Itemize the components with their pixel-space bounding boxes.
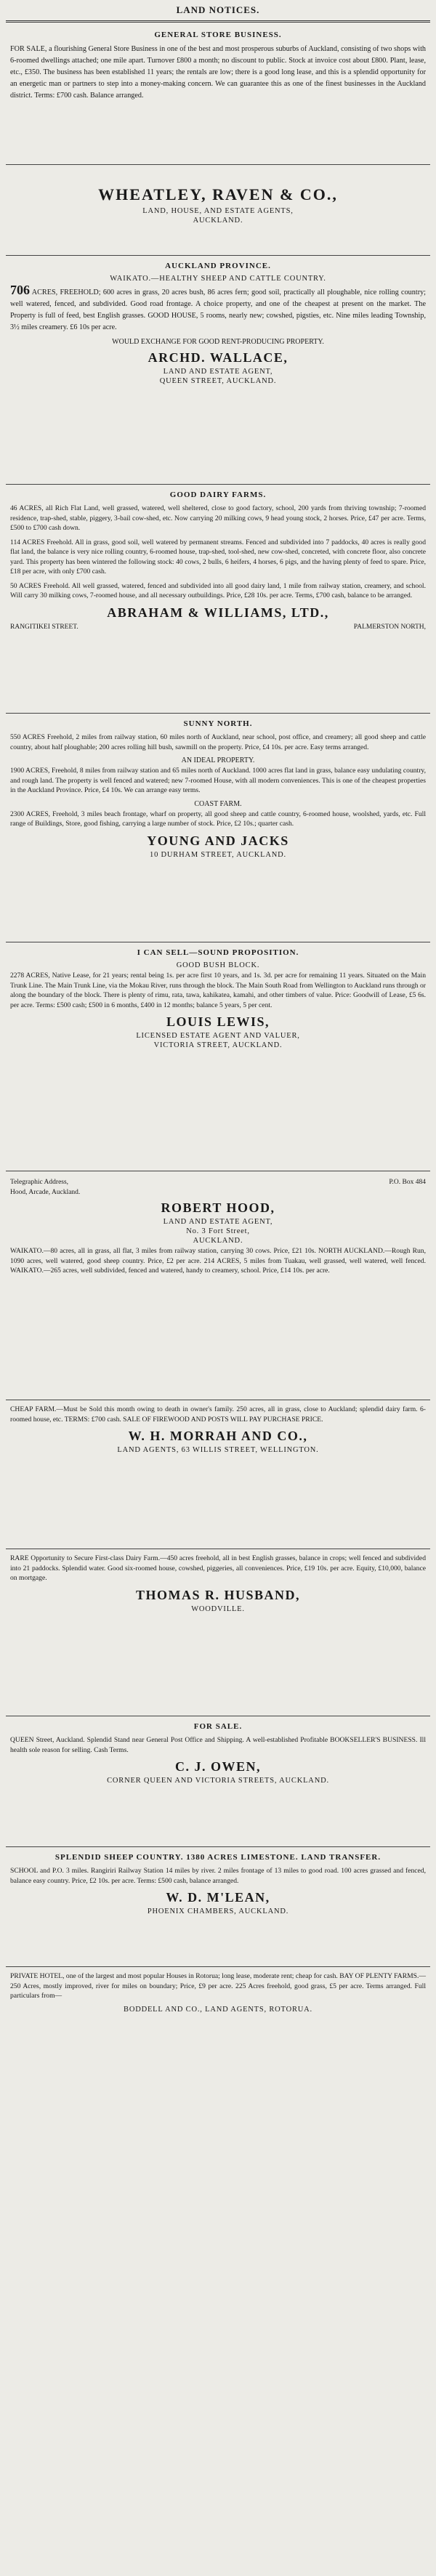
hood-line2: No. 3 Fort Street, xyxy=(186,1227,250,1235)
wheatley-line2: AUCKLAND. xyxy=(193,217,243,225)
owen-text: QUEEN Street, Auckland. Splendid Stand near General Post Office and Shipping. A well-established Profitable BOOKSELLER'S BUSINESS. Ill health sole reason for selling. Cash Terms. xyxy=(10,1736,426,1754)
wheatley-name: WHEATLEY, RAVEN & CO., xyxy=(98,185,338,203)
page-header: LAND NOTICES. xyxy=(176,4,260,15)
abraham-town: PALMERSTON NORTH, xyxy=(353,623,426,631)
boddell-name: BODDELL AND CO., LAND AGENTS, ROTORUA. xyxy=(124,2005,312,2014)
hood-tele: Telegraphic Address, xyxy=(10,1179,69,1186)
dairy-text-1: 46 ACRES, all Rich Flat Land, well grassed, watered, well sheltered, close to good factory, school, 200 yards from thriving township; 7-roomed residence, trap-shed, stable, piggery, 3-bail cow-shed, etc. Now carrying 20 milking cows, 9 head young stock, 2 horses. Price, £47 per acre. Terms, £500 to £700 cash down. xyxy=(10,504,426,532)
wallace-line1: LAND AND ESTATE AGENT, xyxy=(163,368,273,376)
private-text: PRIVATE HOTEL, one of the largest and most popular Houses in Rotorua; long lease, moderate rent; cheap for cash. BAY OF PLENTY FARMS.—250 Acres, mostly improved, river for miles on boundary; Price, £9 per acre. 225 Acres freehold, good grass, £5 per acre. Terms arranged. Full particulars from— xyxy=(10,1972,426,2000)
header-rule xyxy=(6,20,430,23)
mlean-heading: SPLENDID SHEEP COUNTRY. 1380 ACRES LIMESTONE. LAND TRANSFER. xyxy=(54,1853,382,1862)
sunny-heading: SUNNY NORTH. xyxy=(183,719,253,728)
hood-line3: AUCKLAND. xyxy=(193,1237,243,1245)
mlean-address: PHOENIX CHAMBERS, AUCKLAND. xyxy=(147,1907,289,1915)
dairy-ad xyxy=(6,485,430,714)
husband-ad xyxy=(6,1549,430,1716)
general-store-ad xyxy=(6,25,430,165)
owen-heading: FOR SALE. xyxy=(193,1722,243,1731)
sunny-ideal: AN IDEAL PROPERTY. xyxy=(181,756,255,764)
wallace-line2: QUEEN STREET, AUCKLAND. xyxy=(159,377,277,385)
abraham-name: ABRAHAM & WILLIAMS, LTD., xyxy=(107,605,329,620)
province-lead: 706 xyxy=(10,283,30,297)
mlean-name: W. D. M'LEAN, xyxy=(166,1890,270,1905)
sunny-north-ad xyxy=(6,714,430,942)
wheatley-line1: LAND, HOUSE, AND ESTATE AGENTS, xyxy=(142,207,294,215)
wheatley-ad xyxy=(6,165,430,256)
general-store-heading: GENERAL STORE BUSINESS. xyxy=(154,31,282,39)
sunny-text-3: 2300 ACRES, Freehold, 3 miles beach frontage, wharf on property, all good sheep and cattle country, 6-roomed house, woolshed, yards, etc. Full range of Buildings, Store, good fishing, carrying a large number of stock. Price, £2 10s.; quarter cash. xyxy=(10,809,426,828)
private-hotel-ad xyxy=(6,1967,430,2072)
husband-name: THOMAS R. HUSBAND, xyxy=(135,1587,301,1602)
cheap-text: CHEAP FARM.—Must be Sold this month owing to death in owner's family. 250 acres, all in grass, close to Auckland; splendid dairy farm. 6-roomed house, etc. TERMS: £700 cash. SALE OF FIREWOOD AND POSTS WILL PAY PURCHASE PRICE. xyxy=(10,1405,426,1424)
bush-block-ad xyxy=(6,942,430,1171)
land-notices-page xyxy=(6,0,430,2072)
bush-text: 2278 ACRES, Native Lease, for 21 years; rental being 1s. per acre first 10 years, and 1s. 3d. per acre for remaining 11 years. Situated on the Main Trunk Line. The Main Trunk Line, via the Mokau River, runs through the block. The Main South Road from Wellington to Auckland runs through or along the boundary of the block. There is plenty of rimu, rata, tawa, kahikatea, kamahi, and other timbers of value. Price: Goodwill of Lease, £5 6s. per acre. Terms: £500 cash; £500 in 6 months, £400 in 12 months; balance 5 years, 5 per cent. xyxy=(10,972,426,1009)
province-heading: AUCKLAND PROVINCE. xyxy=(165,262,271,270)
morrah-address: LAND AGENTS, 63 WILLIS STREET, WELLINGTON. xyxy=(117,1446,319,1454)
louis-lewis-line1: LICENSED ESTATE AGENT AND VALUER, xyxy=(136,1032,300,1040)
dairy-text-2: 114 ACRES Freehold. All in grass, good soil, well watered by permanent streams. Fenced and subdivided into 7 paddocks, 40 acres is really good flat land, the balance is very nice rolling country, 6-roomed house, trap-shed, tool-shed, new cow-shed, concreted, with concrete floor, also concrete yard. This property has been wintered the following stock: 40 cows, 2 bulls, 6 heifers, 4 horses, 6 pigs, and the having plenty of feed to spare. Price, £18 per acre, with only £700 cash. xyxy=(10,538,426,576)
sunny-coast: COAST FARM. xyxy=(194,799,242,808)
province-ad xyxy=(6,256,430,485)
young-jacks-address: 10 DURHAM STREET, AUCKLAND. xyxy=(150,850,286,859)
morrah-name: W. H. MORRAH AND CO., xyxy=(128,1429,308,1443)
sunny-text-2: 1900 ACRES, Freehold, 8 miles from railway station and 65 miles north of Auckland. 1000 acres flat land in grass, balance easy undulating country, and rough land. The property is well fenced and watered; new 7-roomed House, with all modern conveniences. This is one of the cheapest properties in the Auckland Province. Price, £4 10s. We can arrange easy terms. xyxy=(10,767,426,794)
general-store-text: FOR SALE, a flourishing General Store Business in one of the best and most prosperous suburbs of Auckland, consisting of two shops with 6-roomed dwellings attached; one mile apart. Turnover £800 a month; no discount to public. Stock at invoice cost about £800. Plant, lease, etc., £350. The business has been established 11 years; the rentals are low; there is a good long lease, and this is a splendid opportunity for an energetic man or partners to step into a money-making concern. We can guarantee this as one of the finest businesses in the Auckland district. Terms: £700 cash. Balance arranged. xyxy=(10,45,426,100)
husband-text: RARE Opportunity to Secure First-class Dairy Farm.—450 acres freehold, all in best English grasses, balance in crops; well fenced and subdivided into 21 paddocks. Splendid water. Good six-roomed house, cowshed, piggeries, all conveniences. Price, £19 10s. per acre. Equity, £10,000, balance on mortgage. xyxy=(10,1554,426,1582)
province-subheading: WAIKATO.—HEALTHY SHEEP AND CATTLE COUNTRY. xyxy=(110,275,326,283)
abraham-street: RANGITIKEI STREET. xyxy=(10,623,78,631)
province-exchange: WOULD EXCHANGE FOR GOOD RENT-PRODUCING PROPERTY. xyxy=(112,338,324,346)
hood-address: Hood, Arcade, Auckland. xyxy=(10,1189,81,1196)
owen-name: C. J. OWEN, xyxy=(174,1759,261,1774)
mlean-text: SCHOOL and P.O. 3 miles. Rangiriri Railway Station 14 miles by river. 2 miles frontage of 13 miles to good road. 100 acres grassed and fenced, balance easy country. Price, £2 10s. per acre. Terms: £500 cash, balance arranged. xyxy=(10,1867,426,1885)
dairy-heading: GOOD DAIRY FARMS. xyxy=(169,490,267,499)
hood-box: P.O. Box 484 xyxy=(389,1179,426,1186)
bush-subheading: GOOD BUSH BLOCK. xyxy=(176,961,260,969)
young-jacks-name: YOUNG AND JACKS xyxy=(147,833,289,848)
dairy-text-3: 50 ACRES Freehold. All well grassed, watered, fenced and subdivided into all good dairy land, 1 mile from railway station, creamery, and school. Will carry 30 milking cows, 7-roomed house, and all necessary outbuildings. Price, £28 10s. per acre. Terms, £700 cash, balance to be arranged. xyxy=(10,581,426,599)
hood-text: WAIKATO.—80 acres, all in grass, all flat, 3 miles from railway station, carrying 30 cows. Price, £21 10s. NORTH AUCKLAND.—Rough Run, 1090 acres, well watered, good sheep country. Price, £2 per acre. 214 ACRES, 5 miles from Tuakau, well grassed, well watered, well fenced. WAIKATO.—265 acres, well subdivided, fenced and watered, handy to creamery, school. Price, £14 10s. per acre. xyxy=(10,1247,426,1275)
morrah-ad xyxy=(6,1400,430,1549)
hood-line1: LAND AND ESTATE AGENT, xyxy=(163,1218,273,1226)
robert-hood-name: ROBERT HOOD, xyxy=(161,1200,275,1215)
robert-hood-ad xyxy=(6,1171,430,1400)
sunny-text-1: 550 ACRES Freehold, 2 miles from railway station, 60 miles north of Auckland, near school, post office, and creamery; all good sheep and cattle country, about half ploughable; 200 acres rolling hill bush, sawmill on the property. Price, £4 10s. per acre. Easy terms arranged. xyxy=(10,733,426,751)
province-text: ACRES, FREEHOLD; 600 acres in grass, 20 acres bush, 86 acres fern; good soil, practically all ploughable, nice rolling country; well watered, fenced, and subdivided. Good road frontage. A choice property, and one of the cheapest at present on the market. The Property is full of feed, best English grasses. GOOD HOUSE, 5 rooms, nearly new; cowshed, pigsties, etc. Nine miles leading Township, 3½ miles creamery. £6 10s per acre. xyxy=(10,288,427,331)
louis-lewis-line2: VICTORIA STREET, AUCKLAND. xyxy=(153,1041,283,1049)
mlean-ad xyxy=(6,1847,430,1967)
husband-town: WOODVILLE. xyxy=(191,1604,245,1613)
owen-address: CORNER QUEEN AND VICTORIA STREETS, AUCKLAND. xyxy=(107,1777,329,1785)
bush-heading: I CAN SELL—SOUND PROPOSITION. xyxy=(137,948,299,957)
louis-lewis-name: LOUIS LEWIS, xyxy=(166,1014,270,1029)
wallace-name: ARCHD. WALLACE, xyxy=(148,350,288,365)
owen-ad xyxy=(6,1716,430,1847)
